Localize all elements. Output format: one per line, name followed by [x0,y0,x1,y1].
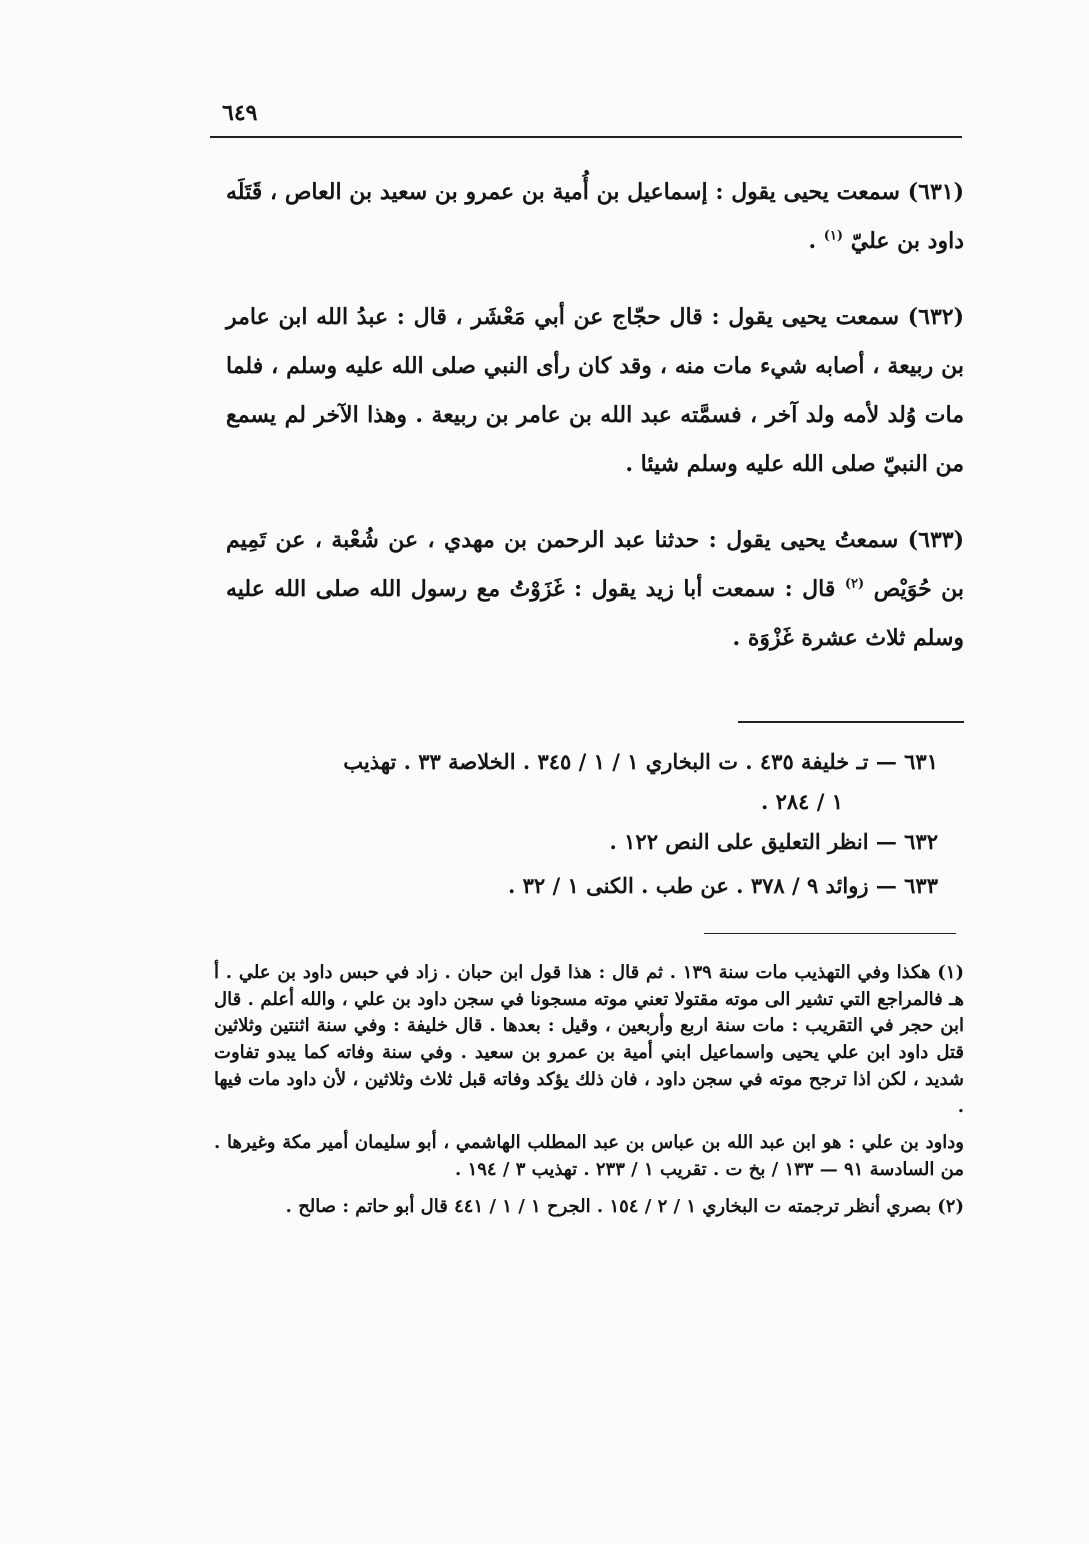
entry-633-text: (٦٣٣) سمعتُ يحيى يقول : حدثنا عبد الرحمن بن مهدي ، عن شُعْبة ، عن تَمِيم بن حُوَيْص [226,527,964,602]
note-ref-1: (١) [823,228,844,244]
footnote-1-continued: وداود بن علي : هو ابن عبد الله بن عباس بن عبد المطلب الهاشمي ، أبو سليمان أمير مكة وغيرها . من السادسة ٩١ — ١٣٣ / بخ ت . تقريب ١ / ٢٣٣ . تهذيب ٣ / ١٩٤ . [214,1132,964,1180]
sources-divider [738,721,964,723]
source-631-cont: ١ / ٢٨٤ . [760,789,843,814]
main-text [226,168,964,690]
note-ref-2: (٢) [844,576,865,592]
entry-633 [226,516,964,663]
footnote-2: (٢) بصري أنظر ترجمته ت البخاري ١ / ٢ / ١٥٤ . الجرح ١ / ١ / ٤٤١ قال أبو حاتم : صالح . [285,1195,964,1217]
source-633: ٦٣٣ — زوائد ٩ / ٣٧٨ . عن طب . الكنى ١ / ٣٢ . [508,873,938,898]
source-631: ٦٣١ — تـ خليفة ٤٣٥ . ت البخاري ١ / ١ / ٣٤٥ . الخلاصة ٣٣ . تهذيب [343,749,938,774]
footnote-1: (١) هكذا وفي التهذيب مات سنة ١٣٩ . ثم قال : هذا قول ابن حبان . زاد في حبس داود بن علي . أ هـ فالمراجع التي تشير الى موته مقتولا تعني موته مسجونا في سجن داود بن علي ، والله أعلم . قال ابن حجر في التقريب : مات سنة اربع وأربعين ، وقيل : بعدها . قال خليفة : وفي سنة اثنتين وثلاثين قتل داود ابن علي يحيى واسماعيل ابني أمية بن عمرو بن سعيد . وفي سنة وفاته كما يبدو تفاوت شديد ، لكن اذا ترجح موته في سجن داود ، فان ذلك يؤكد وفاته قبل ثلاث وثلاثين ، لأن داود مات فيها . [214,962,964,1117]
entry-631 [226,168,964,266]
footnotes [214,960,964,1230]
entry-631-text: (٦٣١) سمعت يحيى يقول : إسماعيل بن أُمية بن عمرو بن سعيد بن العاص ، قَتَلَه داود بن عليّ [226,179,964,254]
entry-632: (٦٣٢) سمعت يحيى يقول : قال حجّاج عن أبي مَعْشَر ، قال : عبدُ الله ابن عامر بن ربيعة ، أصابه شيء مات منه ، وقد كان رأى النبي صلى الله عليه وسلم ، فلما مات وُلد لأمه ولد آخر ، فسمَّته عبد الله بن عامر بن ربيعة . وهذا الآخر لم يسمع من النبيّ صلى الله عليه وسلم شيئا . [226,304,964,477]
entry-633-tail: قال : سمعت أبا زيد يقول : غَزَوْتُ مع رسول الله صلى الله عليه وسلم ثلاث عشرة غَزْوَة . [226,576,964,651]
entry-631-tail: . [808,228,824,254]
footnotes-divider [704,933,956,934]
sources [226,740,938,908]
top-rule [210,136,962,138]
page-number: ٦٤٩ [222,100,258,126]
source-632: ٦٣٢ — انظر التعليق على النص ١٢٢ . [609,829,938,854]
